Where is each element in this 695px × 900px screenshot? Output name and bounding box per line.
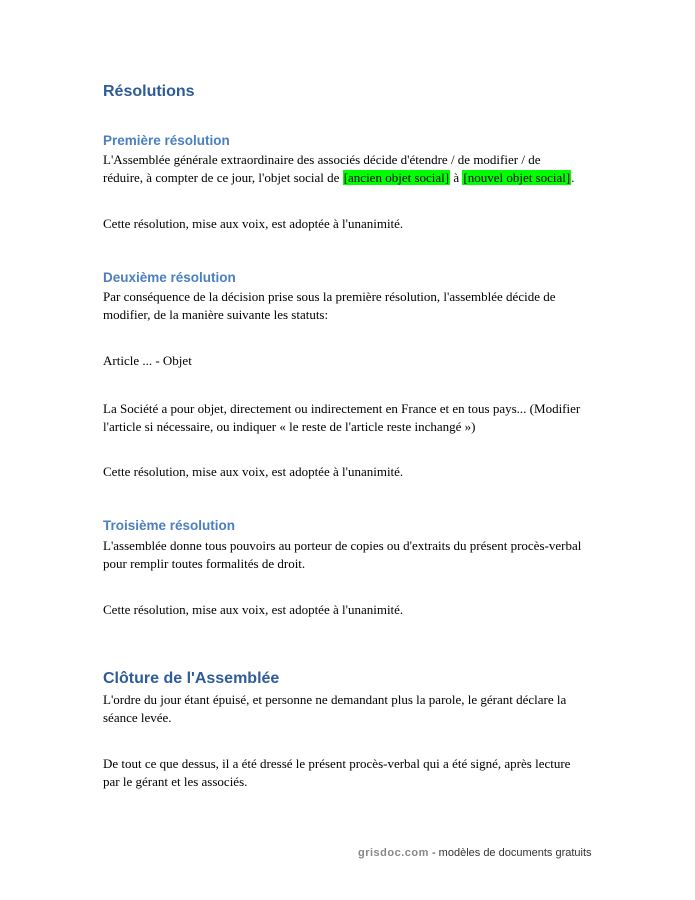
footer: [358, 847, 592, 859]
resolution-2-vote: Cette résolution, mise aux voix, est adoptée à l'unanimité.: [103, 464, 404, 479]
resolution-3-heading: Troisième résolution: [103, 518, 236, 533]
highlight-new-object: [nouvel objet social]: [463, 170, 571, 185]
article-title: Article ... - Objet: [103, 353, 192, 368]
closing-heading: Clôture de l'Assemblée: [103, 670, 280, 687]
footer-site-link[interactable]: grisdoc.com: [358, 847, 429, 859]
closing-text-2: De tout ce que dessus, il a été dressé le présent procès-verbal qui a été signé, après lecture par le gérant et les associés.: [103, 756, 571, 789]
footer-tagline: - modèles de documents gratuits: [428, 847, 592, 859]
resolution-3-text: L'assemblée donne tous pouvoirs au porteur de copies ou d'extraits du présent procès-verbal pour remplir toutes formalités de droit.: [103, 538, 582, 571]
section-title: Résolutions: [103, 83, 195, 100]
resolution-2-text: Par conséquence de la décision prise sous la première résolution, l'assemblée décide de modifier, de la manière suivante les statuts:: [103, 289, 556, 322]
closing-text-1: L'ordre du jour étant épuisé, et personne ne demandant plus la parole, le gérant déclare la séance levée.: [103, 692, 567, 725]
article-text: La Société a pour objet, directement ou indirectement en France et en tous pays... (Modifier l'article si nécessaire, ou indiquer « le reste de l'article reste inchangé »): [103, 401, 581, 434]
resolution-1-text: L'Assemblée générale extraordinaire des associés décide d'étendre / de modifier / de réduire, à compter de ce jour, l'objet social de [ancien objet social] à [nouvel objet social].: [103, 152, 575, 185]
resolution-2-heading: Deuxième résolution: [103, 270, 236, 285]
highlight-old-object: [ancien objet social]: [343, 170, 450, 185]
resolution-1-vote: Cette résolution, mise aux voix, est adoptée à l'unanimité.: [103, 216, 404, 231]
resolution-3-vote: Cette résolution, mise aux voix, est adoptée à l'unanimité.: [103, 602, 404, 617]
resolution-1-heading: Première résolution: [103, 133, 230, 148]
